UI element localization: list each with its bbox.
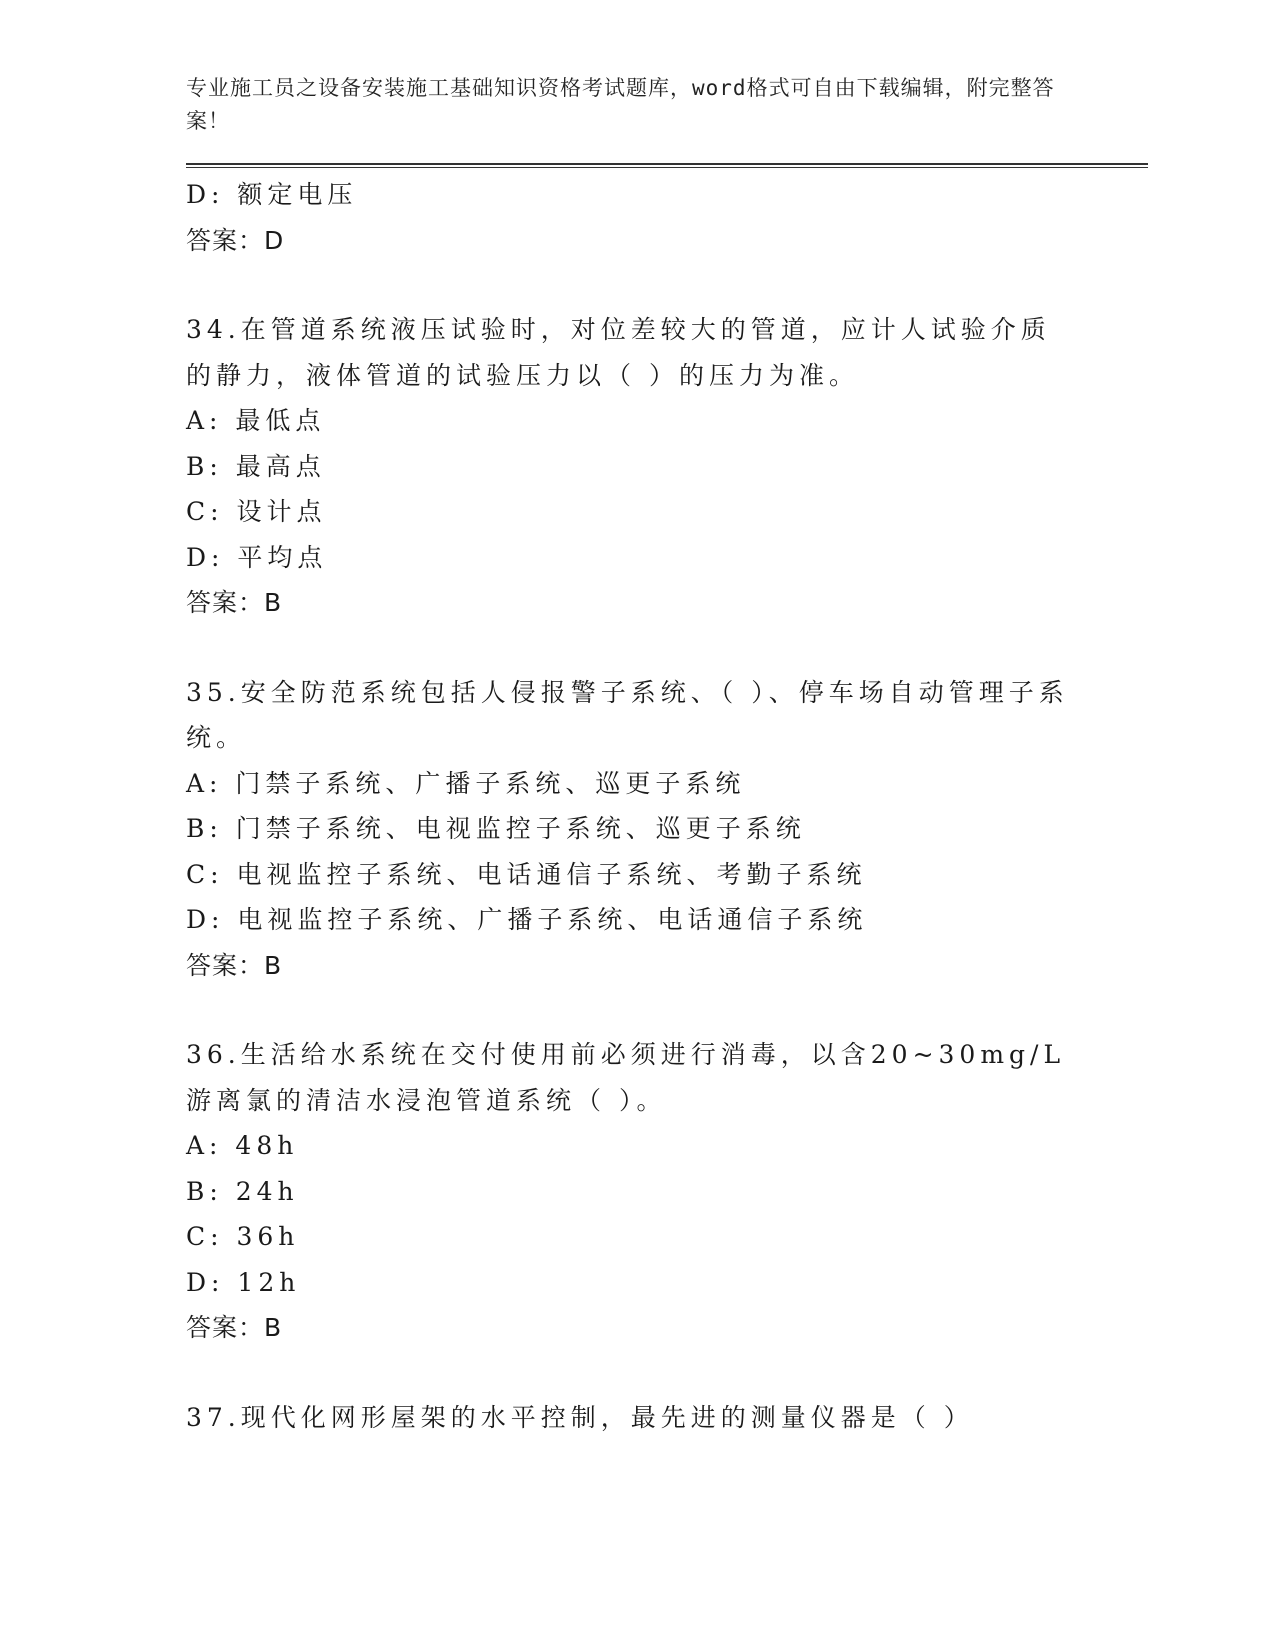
option-a: A: 门禁子系统、广播子系统、巡更子系统 [186, 768, 746, 798]
option-d: D: 额定电压 [186, 180, 358, 209]
option-c: C: 设计点 [186, 497, 327, 526]
option-b: B: 最高点 [186, 451, 326, 481]
document-page [186, 72, 1146, 1440]
question-stem: 35.安全防范系统包括人侵报警子系统、（ ）、停车场自动管理子系统。 [186, 677, 1069, 752]
option-c: C: 电视监控子系统、电话通信子系统、考勤子系统 [186, 859, 867, 889]
question-stem: 36.生活给水系统在交付使用前必须进行消毒，以含20~30mg/L游离氯的清洁水浸泡管道系统（ ）。 [186, 1040, 1066, 1115]
option-d: D: 12h [186, 1267, 301, 1297]
answer-label: 答案：B [186, 588, 283, 617]
question-stem: 37.现代化网形屋架的水平控制，最先进的测量仪器是（ ） [186, 1402, 974, 1432]
question-34 [186, 307, 1146, 626]
question-37 [186, 1395, 1146, 1441]
question-stem: 34.在管道系统液压试验时，对位差较大的管道，应计人试验介质的静力，液体管道的试验压力以（ ）的压力为准。 [186, 315, 1051, 390]
answer-label: 答案：B [186, 1313, 283, 1342]
option-a: A: 48h [186, 1131, 299, 1160]
option-d: D: 电视监控子系统、广播子系统、电话通信子系统 [186, 905, 868, 934]
option-a: A: 最低点 [186, 406, 326, 435]
option-d: D: 平均点 [186, 542, 328, 572]
option-b: B: 门禁子系统、电视监控子系统、巡更子系统 [186, 814, 806, 843]
answer-label: 答案：D [186, 225, 285, 255]
question-35 [186, 670, 1146, 989]
header-divider [186, 163, 1148, 168]
answer-label: 答案：B [186, 950, 283, 980]
option-c: C: 36h [186, 1222, 300, 1251]
previous-question-tail [186, 172, 1146, 263]
document-header: 专业施工员之设备安装施工基础知识资格考试题库，word格式可自由下载编辑，附完整答案！ [186, 76, 1055, 133]
question-36 [186, 1032, 1146, 1351]
option-b: B: 24h [186, 1176, 299, 1206]
